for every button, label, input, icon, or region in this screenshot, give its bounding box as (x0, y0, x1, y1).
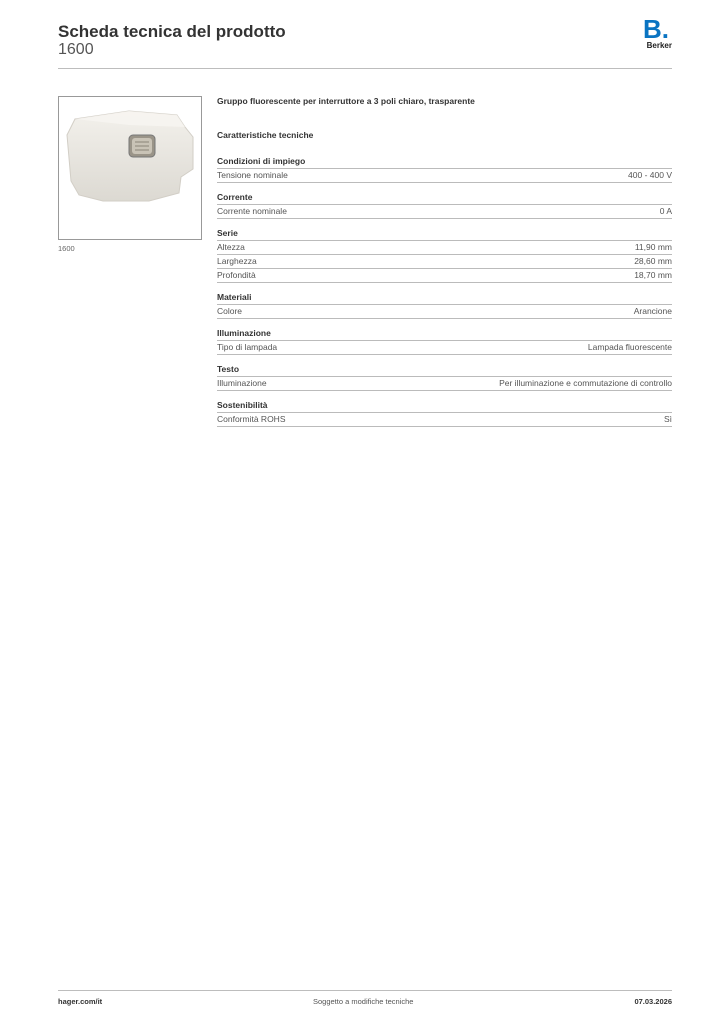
spec-value: 11,90 mm (634, 242, 672, 252)
spec-label: Altezza (217, 242, 245, 252)
spec-value: 400 - 400 V (628, 170, 672, 180)
spec-section-lighting (217, 328, 672, 355)
product-image (58, 96, 202, 240)
spec-row (217, 341, 672, 355)
product-code: 1600 (58, 41, 94, 58)
section-title: Serie (217, 228, 672, 241)
spec-section-conditions (217, 156, 672, 183)
logo-brand: Berker (646, 41, 672, 50)
spec-row (217, 377, 672, 391)
spec-row (217, 305, 672, 319)
section-title: Testo (217, 364, 672, 377)
spec-value: Sì (663, 414, 672, 424)
spec-section-series (217, 228, 672, 283)
spec-label: Illuminazione (217, 378, 267, 388)
spec-value: 0 A (659, 206, 672, 216)
spec-row (217, 241, 672, 255)
spec-label: Larghezza (217, 256, 257, 266)
spec-value: Lampada fluorescente (587, 342, 672, 352)
footer-divider (58, 990, 672, 991)
spec-sections (217, 156, 672, 436)
image-caption: 1600 (58, 244, 75, 253)
spec-label: Colore (217, 306, 243, 316)
spec-label: Conformità ROHS (217, 414, 286, 424)
section-title: Corrente (217, 192, 672, 205)
page-title: Scheda tecnica del prodotto (58, 22, 286, 41)
spec-section-text (217, 364, 672, 391)
spec-label: Tensione nominale (217, 170, 288, 180)
berker-logo (638, 16, 672, 52)
footer-date: 07.03.2026 (634, 997, 672, 1006)
spec-row (217, 269, 672, 283)
spec-section-sustainability (217, 400, 672, 427)
spec-section-current (217, 192, 672, 219)
logo-letter: B. (643, 14, 669, 44)
spec-value: 18,70 mm (634, 270, 672, 280)
section-title: Sostenibilità (217, 400, 672, 413)
footer-note: Soggetto a modifiche tecniche (313, 997, 414, 1006)
spec-value: Per illuminazione e commutazione di controllo (499, 378, 672, 388)
header-divider (58, 68, 672, 69)
footer-website-link[interactable]: hager.com/it (58, 997, 103, 1006)
spec-row (217, 413, 672, 427)
section-title: Illuminazione (217, 328, 672, 341)
fluorescent-unit-illustration (59, 97, 201, 239)
spec-label: Corrente nominale (217, 206, 287, 216)
page-header (58, 14, 672, 70)
spec-label: Profondità (217, 270, 256, 280)
product-description: Gruppo fluorescente per interruttore a 3 poli chiaro, trasparente (217, 96, 475, 106)
section-title: Materiali (217, 292, 672, 305)
characteristics-title: Caratteristiche tecniche (217, 130, 314, 140)
spec-row (217, 255, 672, 269)
section-title: Condizioni di impiego (217, 156, 672, 169)
spec-label: Tipo di lampada (217, 342, 278, 352)
spec-row (217, 205, 672, 219)
spec-value: Arancione (633, 306, 672, 316)
spec-row (217, 169, 672, 183)
spec-value: 28,60 mm (634, 256, 672, 266)
spec-section-materials (217, 292, 672, 319)
